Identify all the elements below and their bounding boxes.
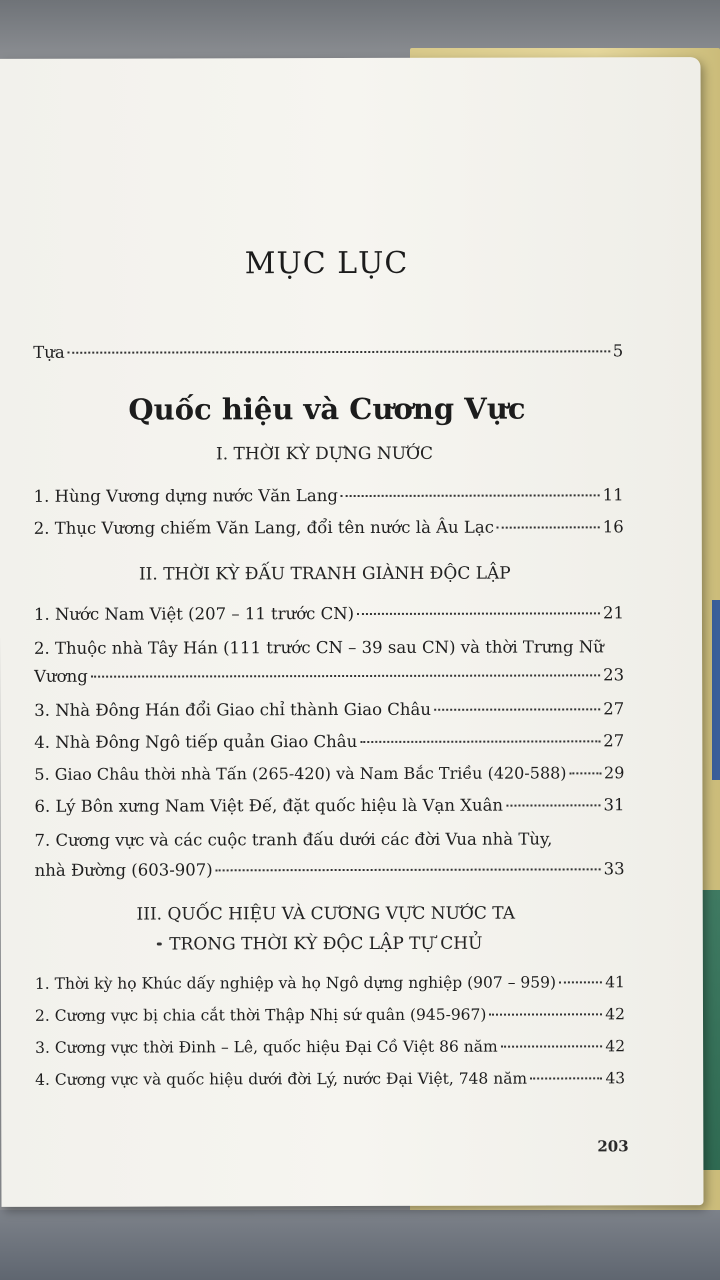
part3-heading-line1: III. QUỐC HIỆU VÀ CƯƠNG VỰC NƯỚC TA bbox=[136, 903, 515, 925]
toc-entry-page: 43 bbox=[605, 1069, 626, 1088]
page-number: 203 bbox=[597, 1137, 629, 1156]
dot-leader bbox=[489, 1013, 602, 1015]
background-bottom bbox=[0, 1210, 720, 1280]
toc-entry-page: 16 bbox=[602, 517, 624, 537]
toc-entry bbox=[34, 763, 624, 784]
toc-entry bbox=[34, 665, 624, 686]
dot-leader bbox=[497, 526, 600, 528]
toc-entry bbox=[34, 731, 624, 752]
toc-entry-page: 11 bbox=[602, 485, 624, 505]
toc-entry-label: 6. Lý Bôn xưng Nam Việt Đế, đặt quốc hiệu là Vạn Xuân bbox=[34, 795, 504, 816]
toc-entry-label: 4. Cương vực và quốc hiệu dưới đời Lý, nước Đại Việt, 748 năm bbox=[35, 1069, 528, 1089]
toc-entry bbox=[35, 973, 625, 993]
toc-entry-label: 5. Giao Châu thời nhà Tấn (265-420) và Nam Bắc Triều (420-588) bbox=[34, 763, 567, 784]
dot-leader bbox=[506, 804, 600, 806]
dot-leader bbox=[357, 612, 600, 615]
toc-entry-label: 1. Nước Nam Việt (207 – 11 trước CN) bbox=[33, 603, 355, 624]
section-title: Quốc hiệu và Cương Vực bbox=[128, 391, 526, 427]
toc-entry-page: 27 bbox=[603, 731, 625, 751]
toc-entry-page: 5 bbox=[612, 341, 624, 361]
toc-entry-page: 41 bbox=[605, 973, 625, 992]
dot-leader bbox=[559, 981, 602, 983]
dot-leader bbox=[91, 674, 600, 677]
toc-entry bbox=[35, 1069, 625, 1089]
dot-leader bbox=[530, 1077, 602, 1079]
toc-entry bbox=[34, 795, 624, 816]
dot-leader bbox=[216, 868, 601, 871]
toc-entry-page: 23 bbox=[603, 665, 625, 685]
toc-entry-label: 3. Cương vực thời Đinh – Lê, quốc hiệu Đại Cồ Việt 86 năm bbox=[35, 1037, 498, 1057]
toc-entry-preface bbox=[33, 341, 623, 362]
toc-entry-label: Vương bbox=[34, 666, 88, 686]
dot-leader bbox=[570, 772, 601, 774]
toc-entry-page: 31 bbox=[603, 795, 625, 815]
toc-entry-label: 4. Nhà Đông Ngô tiếp quản Giao Châu bbox=[34, 731, 358, 752]
toc-entry-line1: 2. Thuộc nhà Tây Hán (111 trước CN – 39 sau CN) và thời Trưng Nữ bbox=[34, 637, 604, 658]
toc-entry bbox=[34, 517, 624, 538]
toc-entry bbox=[35, 859, 625, 880]
dot-leader bbox=[341, 494, 600, 497]
part1-heading: I. THỜI KỲ DỰNG NƯỚC bbox=[215, 443, 434, 465]
page-title: MỤC LỤC bbox=[244, 245, 409, 282]
background-blue-strip bbox=[712, 600, 720, 780]
toc-entry-label: 3. Nhà Đông Hán đổi Giao chỉ thành Giao Châu bbox=[34, 699, 431, 720]
toc-entry bbox=[35, 1005, 625, 1025]
toc-entry-label: 2. Cương vực bị chia cắt thời Thập Nhị sứ quân (945-967) bbox=[34, 1005, 487, 1025]
book-page bbox=[0, 57, 704, 1207]
part3-heading-line2: TRONG THỜI KỲ ĐỘC LẬP TỰ CHỦ bbox=[169, 933, 483, 955]
toc-entry-page: 29 bbox=[603, 763, 625, 783]
toc-entry bbox=[35, 1037, 625, 1057]
toc-entry bbox=[34, 485, 624, 506]
dot-leader bbox=[360, 740, 600, 743]
ink-speck bbox=[157, 942, 162, 945]
toc-entry bbox=[34, 699, 624, 720]
part2-heading: II. THỜI KỲ ĐẤU TRANH GIÀNH ĐỘC LẬP bbox=[138, 563, 511, 585]
toc-entry bbox=[34, 603, 624, 624]
toc-entry-label: nhà Đường (603-907) bbox=[34, 860, 213, 880]
toc-entry-page: 42 bbox=[605, 1005, 626, 1024]
toc-entry-label: 2. Thục Vương chiếm Văn Lang, đổi tên nước là Âu Lạc bbox=[33, 517, 494, 538]
dot-leader bbox=[434, 708, 600, 710]
dot-leader bbox=[501, 1045, 603, 1047]
toc-entry-label: 1. Thời kỳ họ Khúc dấy nghiệp và họ Ngô dựng nghiệp (907 – 959) bbox=[34, 973, 557, 993]
toc-entry-page: 42 bbox=[605, 1037, 626, 1056]
toc-entry-page: 33 bbox=[603, 859, 625, 879]
toc-entry-page: 21 bbox=[602, 603, 624, 623]
toc-entry-page: 27 bbox=[603, 699, 625, 719]
toc-entry-line1: 7. Cương vực và các cuộc tranh đấu dưới các đời Vua nhà Tùy, bbox=[34, 829, 553, 850]
toc-entry-label: Tựa bbox=[33, 342, 65, 362]
dot-leader bbox=[68, 350, 610, 353]
toc-entry-label: 1. Hùng Vương dựng nước Văn Lang bbox=[33, 486, 338, 506]
